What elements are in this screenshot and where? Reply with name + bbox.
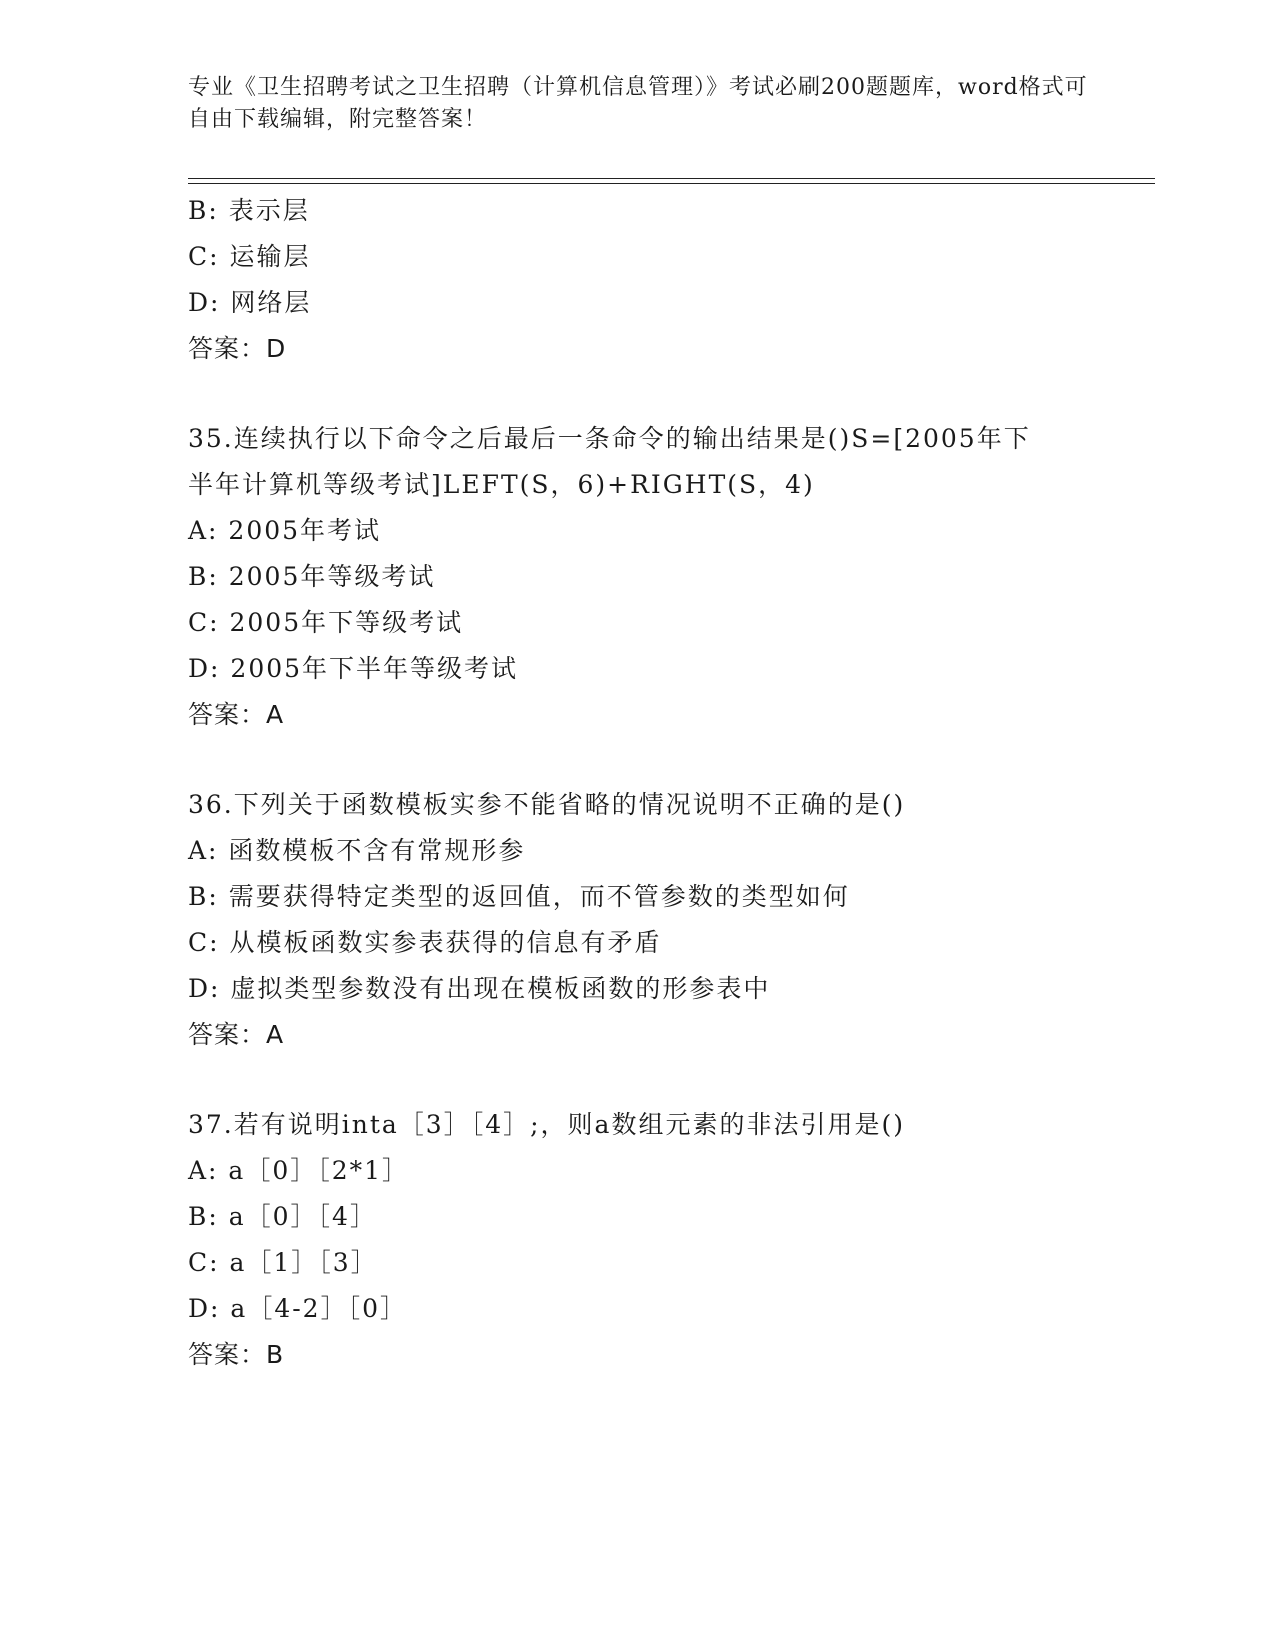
spacer [188,1058,1148,1102]
answer: 答案：A [188,700,285,729]
option-d: D: 虚拟类型参数没有出现在模板函数的形参表中 [188,974,771,1003]
option-c: C: 从模板函数实参表获得的信息有矛盾 [188,928,662,957]
question-36 [188,782,1148,1058]
spacer [188,372,1148,416]
option-b: B: 需要获得特定类型的返回值，而不管参数的类型如何 [188,882,850,911]
partial-question [188,188,1148,372]
option-d: D: 网络层 [188,288,312,317]
answer: 答案：B [188,1340,285,1369]
option-c: C: 运输层 [188,242,311,271]
option-c: C: 2005年下等级考试 [188,608,464,637]
question-title: 37.若有说明inta［3］［4］;，则a数组元素的非法引用是() [188,1110,905,1139]
option-b: B: 表示层 [188,196,310,225]
option-a: A: 2005年考试 [188,516,382,545]
question-title: 36.下列关于函数模板实参不能省略的情况说明不正确的是() [188,790,906,819]
option-d: D: a［4-2］［0］ [188,1294,407,1323]
question-37 [188,1102,1148,1378]
option-a: A: a［0］［2*1］ [188,1156,410,1185]
header-divider [188,178,1155,184]
option-a: A: 函数模板不含有常规形参 [188,836,526,865]
answer: 答案：D [188,334,287,363]
header-text: 专业《卫生招聘考试之卫生招聘（计算机信息管理）》考试必刷200题题库，word格式可自由下载编辑，附完整答案！ [188,75,1088,132]
option-c: C: a［1］［3］ [188,1248,378,1277]
answer: 答案：A [188,1020,285,1049]
document-body [188,188,1148,1378]
question-35 [188,416,1148,738]
page-header [188,72,1088,136]
spacer [188,738,1148,782]
question-title: 35.连续执行以下命令之后最后一条命令的输出结果是()S=[2005年下半年计算机等级考试]LEFT(S，6)+RIGHT(S，4) [188,424,1031,499]
option-d: D: 2005年下半年等级考试 [188,654,519,683]
option-b: B: 2005年等级考试 [188,562,436,591]
option-b: B: a［0］［4］ [188,1202,377,1231]
